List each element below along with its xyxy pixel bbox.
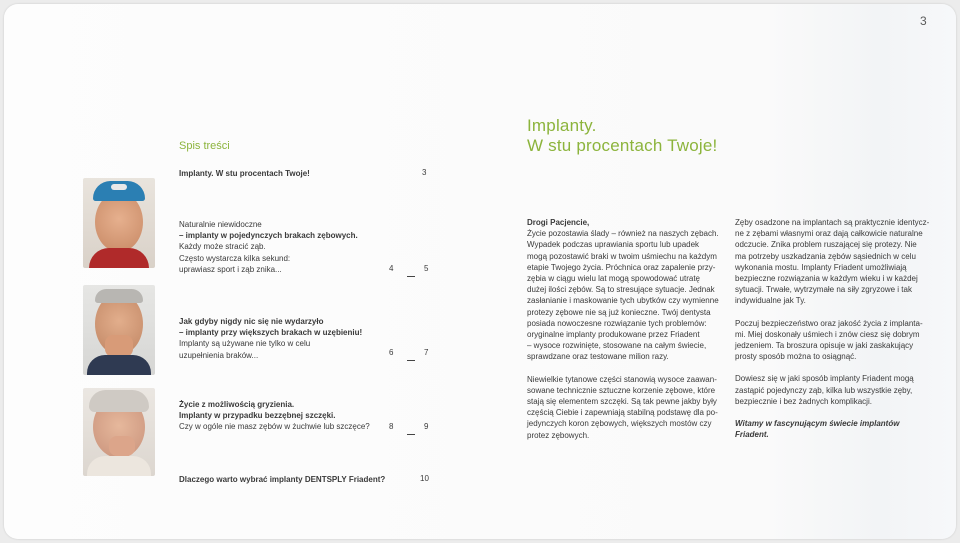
toc-entry-4-dash: [407, 426, 415, 444]
col2-p2-line: jedzeniem. Ta broszura opisuje w jaki zaskakujący: [735, 341, 914, 351]
toc-entry-2-dash: [407, 268, 415, 286]
toc-entry-3-line-1: Jak gdyby nigdy nic się nie wydarzyło: [179, 317, 324, 326]
toc-entry-4: [179, 399, 370, 433]
toc-entry-4-line-3: Czy w ogóle nie masz zębów w żuchwie lub szczęce?: [179, 422, 370, 432]
toc-entry-3: [179, 316, 362, 361]
toc-entry-2-page-right: 5: [424, 264, 429, 273]
col2-paragraph-3: [735, 373, 935, 407]
toc-entry-2-line-3: Każdy może stracić ząb.: [179, 242, 266, 252]
col2-p1-line: bezpieczne rozwiązania w każdym wieku i w każdej: [735, 274, 918, 284]
salutation: Drogi Pacjencie,: [527, 218, 590, 227]
toc-entry-4-line-2: Implanty w przypadku bezzębnej szczęki.: [179, 411, 336, 421]
toc-entry-4-line-1: Życie z możliwością gryzienia.: [179, 400, 295, 409]
col1-p2-line: stają się elementem szczęki. Są tak pewne jakby były: [527, 397, 717, 407]
toc-entry-4-page-left: 8: [389, 422, 394, 431]
intro-column-1: [527, 217, 727, 452]
toc-entry-2-page-left: 4: [389, 264, 394, 273]
toc-entry-5-page: 10: [420, 474, 429, 483]
page-number: 3: [920, 14, 927, 28]
col2-p1-line: odczucie. Znika problem ruszającej się protezy. Nie: [735, 240, 917, 250]
col2-p3-line: Dowiesz się w jaki sposób implanty Friadent mogą: [735, 374, 914, 384]
col1-p2-line: częścią Ciebie i zapewniają stabilną podstawę dla po-: [527, 408, 718, 418]
toc-title: Spis treści: [179, 140, 230, 152]
toc-entry-4-page-right: 9: [424, 422, 429, 431]
col2-p1-line: indywidualne jak Ty.: [735, 296, 806, 306]
closing-line: Witamy w fascynującym świecie implantów Friadent.: [735, 419, 900, 440]
col2-p1-line: Zęby osadzone na implantach są praktycznie identycz-: [735, 218, 930, 227]
toc-entry-3-line-4: uzupełnienia braków...: [179, 350, 259, 360]
col1-p1-line: zębia w ciągu wielu lat mogą spowodować utratę: [527, 274, 700, 284]
col1-paragraph-1: [527, 217, 727, 363]
toc-entry-3-page-left: 6: [389, 348, 394, 357]
col2-paragraph-1: [735, 217, 935, 307]
col2-p2-line: Poczuj bezpieczeństwo oraz jakość życia z implanta-: [735, 318, 923, 328]
col2-p1-line: ma potrzeby uszkadzania zębów sąsiednich w celu: [735, 251, 916, 261]
col1-p1-line: sprawdzane oraz testowane milion razy.: [527, 352, 669, 362]
col1-p2-line: jedynczych koron zębowych, większych mostów czy: [527, 419, 712, 429]
col2-p2-line: mi. Miej doskonały uśmiech i znów ciesz się dobrym: [735, 329, 920, 339]
headline-line-1: Implanty.: [527, 116, 597, 135]
col1-p1-line: posiada nowoczesne rozwiązanie tych problemów:: [527, 318, 707, 328]
toc-entry-1-page: 3: [422, 168, 427, 177]
young-man-cap-photo: [83, 178, 155, 268]
col1-p2-line: sowane technicznie sztuczne korzenie zębowe, które: [527, 385, 716, 395]
col1-p1-line: mogą pozostawić braki w twoim uśmiechu na każdym: [527, 251, 717, 261]
col2-p3-line: zastąpić pojedynczy ząb, kilka lub wszystkie zęby,: [735, 385, 913, 395]
col1-p1-line: etapie Twojego życia. Próchnica oraz zapalenie przy-: [527, 262, 716, 272]
col2-p2-line: prosty sposób można to osiągnąć.: [735, 352, 857, 362]
col2-p1-line: sytuacji. Trwałe, wytrzymałe na siły zgryzowe i tak: [735, 285, 912, 295]
middle-aged-man-photo: [83, 285, 155, 375]
toc-entry-3-line-3: Implanty są używane nie tylko w celu: [179, 339, 311, 349]
toc-entry-3-dash: [407, 352, 415, 370]
toc-entry-2-line-4: Często wystarcza kilka sekund:: [179, 253, 291, 263]
toc-entry-2-line-5: uprawiasz sport i ząb znika...: [179, 264, 282, 274]
col1-p2-line: protez zębowych.: [527, 430, 590, 440]
headline: [527, 116, 717, 156]
col1-p1-line: oryginalne implanty produkowane przez Friadent: [527, 330, 700, 340]
col1-p1-line: protezy zębowe nie są już konieczne. Twój dentysta: [527, 307, 711, 317]
col1-p1-line: dużej ilości zębów. Są to stresujące sytuacje. Jednak: [527, 285, 715, 295]
col2-p1-line: wykonania mostu. Implanty Friadent umożliwiają: [735, 262, 907, 272]
toc-entry-5: Dlaczego warto wybrać implanty DENTSPLY Friadent?: [179, 475, 386, 484]
headline-line-2: W stu procentach Twoje!: [527, 136, 718, 155]
col1-p2-line: Niewielkie tytanowe części stanowią wysoce zaawan-: [527, 374, 717, 384]
toc-entry-2: [179, 219, 358, 275]
toc-entry-1: Implanty. W stu procentach Twoje!: [179, 169, 310, 178]
intro-column-2: [735, 217, 935, 451]
toc-entry-2-line-2: – implanty w pojedynczych brakach zębowych.: [179, 231, 358, 241]
elderly-woman-photo: [83, 388, 155, 476]
col1-p1-line: Wypadek podczas uprawiania sportu lub upadek: [527, 240, 700, 250]
col2-p1-line: ne z zębami własnymi oraz dają całkowicie naturalne: [735, 229, 923, 239]
toc-entry-3-line-2: – implanty przy większych brakach w uzębieniu!: [179, 328, 363, 338]
col1-p1-line: – wysoce rozwinięte, stosowane na całym świecie,: [527, 341, 707, 351]
col2-paragraph-2: [735, 318, 935, 363]
col1-p1-line: Życie pozostawia ślady – również na naszych zębach.: [527, 229, 719, 239]
toc-entry-3-page-right: 7: [424, 348, 429, 357]
brochure-page: [4, 4, 956, 539]
col2-p3-line: bezpiecznie i bez żadnych komplikacji.: [735, 396, 872, 406]
col1-paragraph-2: [527, 374, 727, 441]
toc-entry-2-line-1: Naturalnie niewidoczne: [179, 220, 262, 229]
col1-p1-line: zasłanianie i maskowanie tych ubytków czy wymienne: [527, 296, 719, 306]
